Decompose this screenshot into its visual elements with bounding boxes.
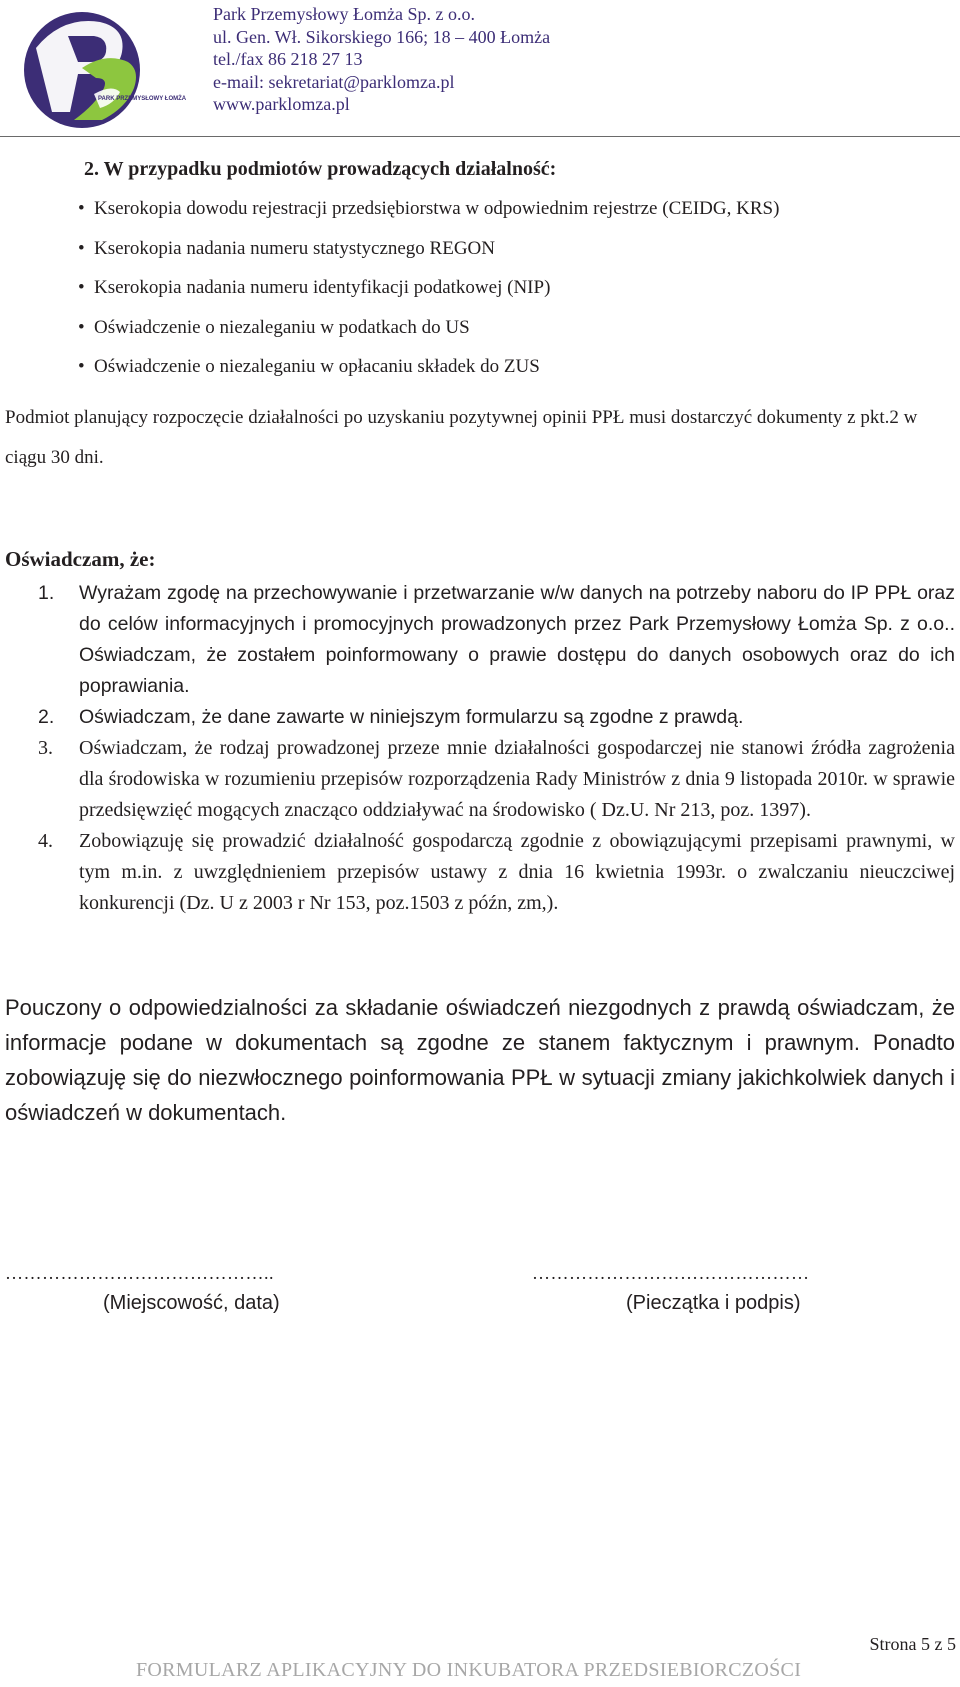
- section-2-title: 2. W przypadku podmiotów prowadzących działalność:: [84, 158, 557, 180]
- logo-text: PARK PRZEMYSŁOWY ŁOMŻA: [98, 96, 187, 102]
- list-item: • Oświadczenie o niezaleganiu w opłacaniu składek do ZUS: [78, 352, 779, 392]
- place-date-line: ……………………………………..: [5, 1263, 274, 1283]
- declarations-title: Oświadczam, że:: [5, 547, 156, 571]
- list-item: • Kserokopia nadania numeru identyfikacji podatkowej (NIP): [78, 273, 779, 313]
- item-text: Zobowiązuję się prowadzić działalność gospodarczą zgodnie z obowiązującymi przepisami prawnymi, w tym m.in. z uwzględnieniem przepisów ustawy z dnia 16 kwietnia 1993r. o zwalczaniu nieuczciwej konkurencji (Dz. U z 2003 r Nr 153, poz.1503 z późn, zm,).: [79, 830, 955, 914]
- list-item: • Kserokopia dowodu rejestracji przedsiębiorstwa w odpowiednim rejestrze (CEIDG, KRS): [78, 194, 779, 234]
- company-name: Park Przemysłowy Łomża Sp. z o.o.: [213, 4, 475, 24]
- company-phone: tel./fax 86 218 27 13: [213, 49, 363, 69]
- company-address: ul. Gen. Wł. Sikorskiego 166; 18 – 400 Łomża: [213, 26, 551, 47]
- company-email[interactable]: e-mail: sekretariat@parklomza.pl: [213, 71, 455, 92]
- bullet-icon: •: [78, 277, 85, 298]
- page-footer: FORMULARZ APLIKACYJNY DO INKUBATORA PRZEDSIEBIORCZOŚCI: [136, 1659, 802, 1681]
- company-info: [213, 3, 550, 116]
- item-text: Wyrażam zgodę na przechowywanie i przetwarzanie w/w danych na potrzeby naboru do IP PPŁ oraz do celów informacyjnych i promocyjnych prowadzonych przez Park Przemysłowy Łomża Sp. z o.o.. Oświadczam, że zostałem poinformowany o prawie dostępu do danych osobowych oraz do ich poprawiania.: [79, 582, 955, 697]
- item-number: 2.: [38, 706, 55, 728]
- item-text: Oświadczam, że dane zawarte w niniejszym formularzu są zgodne z prawdą.: [79, 706, 744, 728]
- item-number: 1.: [38, 582, 55, 604]
- page-number: Strona 5 z 5: [869, 1634, 956, 1654]
- item-number: 4.: [38, 830, 53, 852]
- bullet-icon: •: [78, 198, 85, 219]
- stamp-signature-label: (Pieczątka i podpis): [626, 1292, 801, 1314]
- company-website[interactable]: www.parklomza.pl: [213, 94, 350, 114]
- bullet-icon: •: [78, 356, 85, 377]
- declaration-item-1: [38, 578, 955, 702]
- header-divider: [0, 136, 960, 137]
- declaration-item-3: [38, 733, 955, 826]
- letterhead: [0, 0, 960, 138]
- list-item: • Oświadczenie o niezaleganiu w podatkach do US: [78, 313, 779, 353]
- bullet-icon: •: [78, 316, 85, 338]
- declarations-list: [38, 578, 955, 919]
- item-text: Oświadczam, że rodzaj prowadzonej przeze mnie działalności gospodarczej nie stanowi źródła zagrożenia dla środowiska w rozumieniu przepisów rozporządzenia Rady Ministrów z dnia 9 listopada 2010r. w sprawie przedsięwzięć mogących znacząco oddziaływać na środowisko ( Dz.U. Nr 213, poz. 1397).: [79, 737, 955, 821]
- park-przemyslowy-lomza-logo: [22, 8, 187, 130]
- list-item: • Kserokopia nadania numeru statystycznego REGON: [78, 234, 779, 274]
- stamp-signature-line: ………………………………………: [532, 1263, 810, 1283]
- bullet-icon: •: [78, 237, 85, 259]
- place-date-label: (Miejscowość, data): [103, 1292, 280, 1314]
- closing-statement: Pouczony o odpowiedzialności za składanie oświadczeń niezgodnych z prawdą oświadczam, że informacje podane w dokumentach są zgodne ze stanem faktycznym i prawnym. Ponadto zobowiązuję się do niezwłocznego poinformowania PPŁ w sytuacji zmiany jakichkolwiek danych i oświadczeń w dokumentach.: [5, 995, 955, 1125]
- item-number: 3.: [38, 737, 53, 759]
- required-documents-list: [78, 194, 779, 392]
- declaration-item-4: [38, 826, 955, 919]
- declaration-item-2: [38, 702, 955, 733]
- section-2-note: Podmiot planujący rozpoczęcie działalności po uzyskaniu pozytywnej opinii PPŁ musi dostarczyć dokumenty z pkt.2 w ciągu 30 dni.: [5, 407, 918, 468]
